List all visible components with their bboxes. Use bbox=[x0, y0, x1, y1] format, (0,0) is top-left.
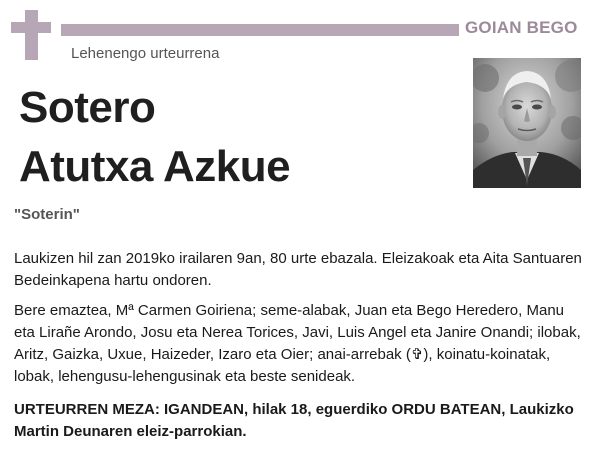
header-rule bbox=[61, 24, 459, 36]
cross-vertical-bar bbox=[25, 10, 38, 60]
cross-horizontal-bar bbox=[11, 22, 51, 33]
mass-announcement: URTEURREN MEZA: IGANDEAN, hilak 18, eguerdiko ORDU BATEAN, Laukizko Martin Deunaren eleiz-parrokian. bbox=[14, 401, 574, 440]
family-paragraph: Bere emaztea, Mª Carmen Goiriena; seme-alabak, Juan eta Bego Heredero, Manu eta Lirañe Arondo, Josu eta Nerea Torices, Javi, Luis Angel eta Janire Onandi; ilobak, Aritz, Gaizka, Uxue, Haizeder, Izaro eta Oier; anai-arrebak (✞), koinatu-koinatak, lobak, lehengusu-lehengusinak eta beste senideak. bbox=[14, 302, 581, 385]
first-name: Sotero bbox=[19, 83, 156, 132]
portrait-photo-icon bbox=[473, 58, 581, 188]
portrait-photo bbox=[473, 58, 581, 188]
notice-type: Lehenengo urteurrena bbox=[71, 45, 220, 62]
brand-logo-text: GOIAN BEGO bbox=[465, 18, 578, 37]
last-name: Atutxa Azkue bbox=[19, 142, 291, 191]
death-notice-paragraph: Laukizen hil zan 2019ko irailaren 9an, 80 urte ebazala. Eleizakoak eta Aita Santuaren Bedeinkapena hartu ondoren. bbox=[14, 250, 582, 289]
nickname: "Soterin" bbox=[14, 206, 80, 223]
